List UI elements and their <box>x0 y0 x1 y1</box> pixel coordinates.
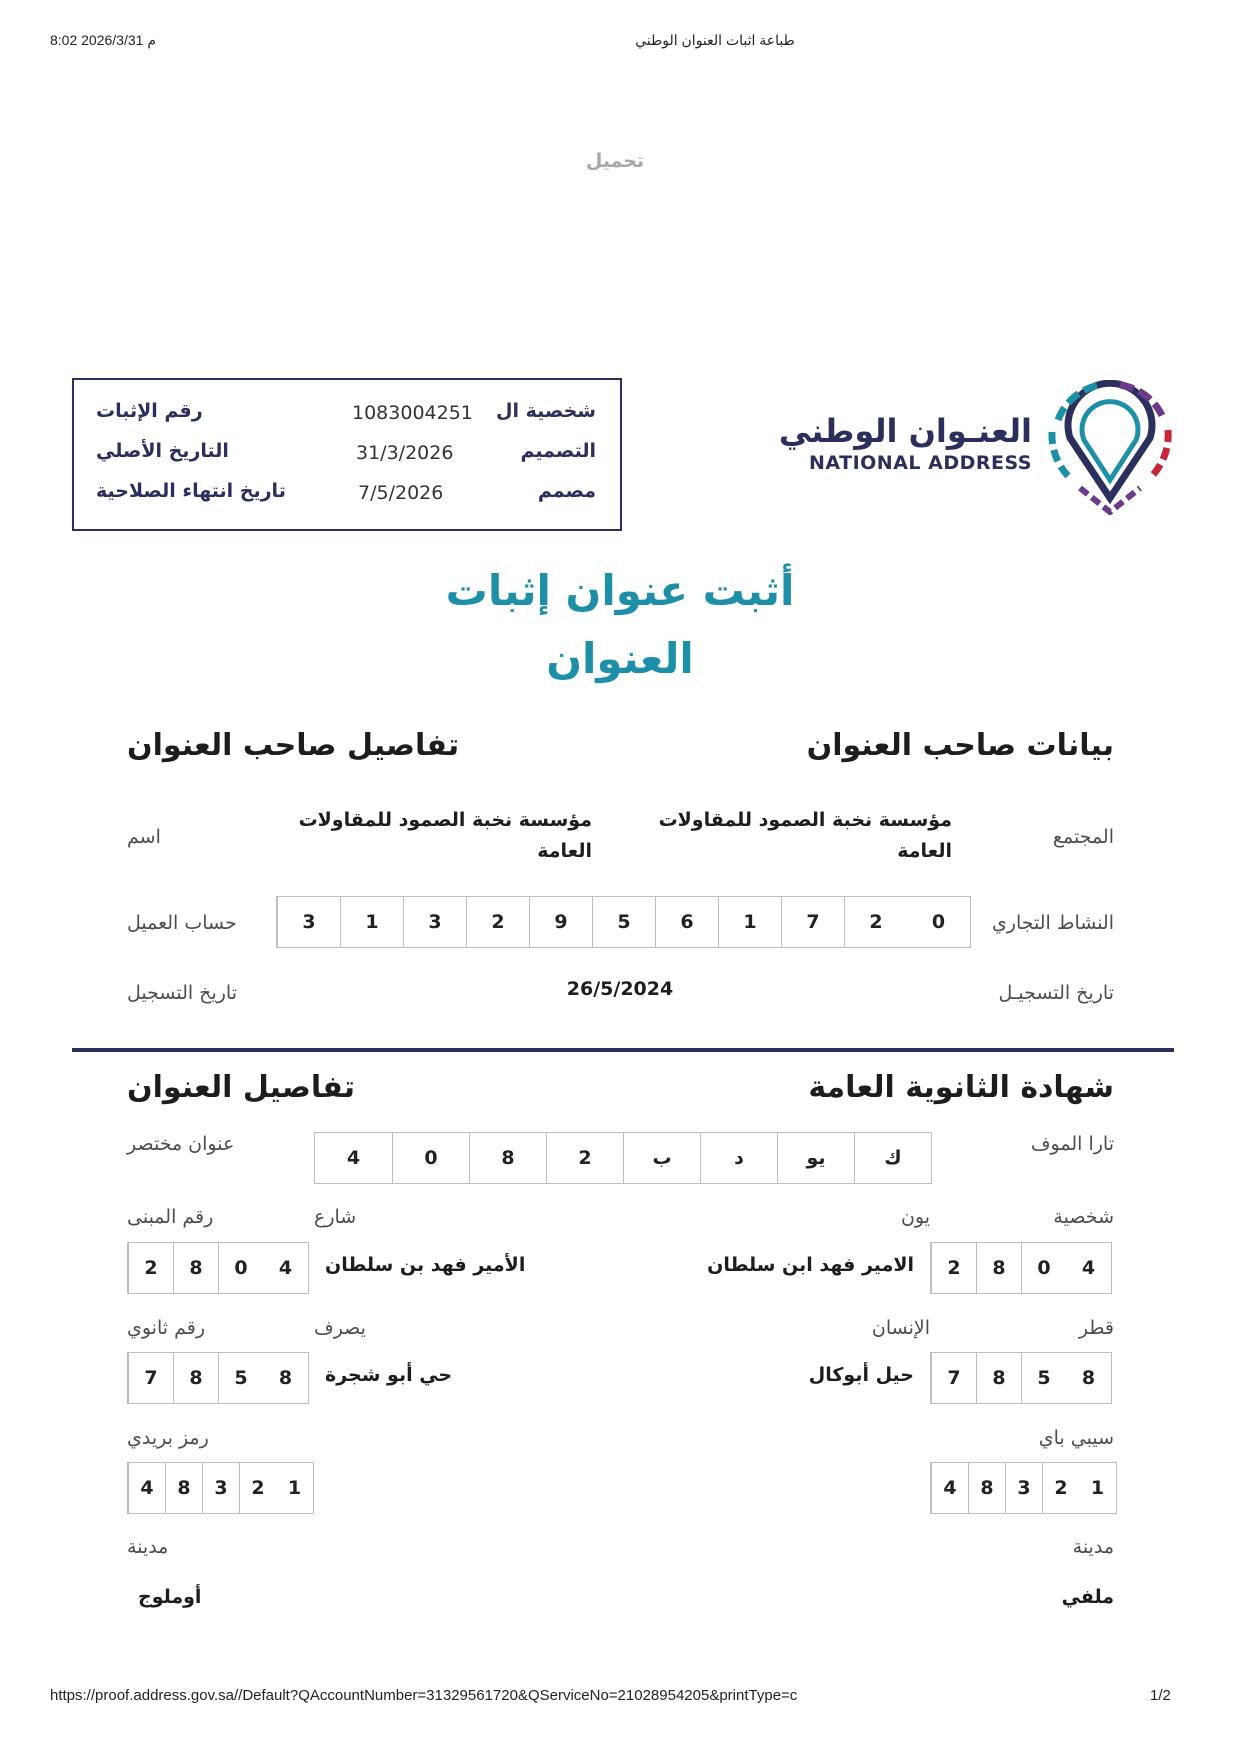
digit-cell: 1 <box>1090 1477 1105 1499</box>
city-value-right: ملفي <box>1061 1586 1114 1608</box>
commercial-activity-label: النشاط التجاري <box>991 912 1114 934</box>
city-value-left: أوملوج <box>138 1586 202 1608</box>
digit-cell: 8 <box>173 1353 218 1403</box>
street-label: شارع <box>314 1206 357 1228</box>
right-postal-digits <box>930 1462 1117 1514</box>
short-address-label: عنوان مختصر <box>127 1133 235 1155</box>
digit-cell: 7 <box>931 1353 976 1403</box>
download-button[interactable]: تحميل <box>585 150 645 172</box>
page-title: أثبت عنوان إثبات <box>445 566 795 615</box>
digit-cell: 8 <box>173 1243 218 1293</box>
digit-cell: 2 <box>931 1243 976 1293</box>
digit-cell: 5 <box>1021 1353 1066 1403</box>
info-label-design: التصميم <box>520 440 596 462</box>
address-right-heading: شهادة الثانوية العامة <box>808 1070 1114 1105</box>
qatar-label: قطر <box>1078 1317 1114 1339</box>
postal-code-digits <box>127 1462 314 1514</box>
print-page-title: طباعة اثبات العنوان الوطني <box>635 32 795 48</box>
logo-english-text: NATIONAL ADDRESS <box>808 452 1032 474</box>
owner-name-value: مؤسسة نخبة الصمود للمقاولات العامة <box>298 809 592 862</box>
digit-cell: 4 <box>931 1463 968 1513</box>
digit-cell: 6 <box>655 897 718 947</box>
digit-cell: 0 <box>218 1243 263 1293</box>
digit-cell: 0 <box>931 911 946 933</box>
owner-name-label: اسم <box>127 826 161 848</box>
city-label-right: مدينة <box>1072 1536 1114 1558</box>
digit-cell: 8 <box>469 1133 546 1183</box>
digit-cell: 5 <box>218 1353 263 1403</box>
building-number-digits <box>127 1242 309 1294</box>
digit-cell: 7 <box>781 897 844 947</box>
digit-cell: 0 <box>1021 1243 1066 1293</box>
national-address-logo-icon <box>1040 380 1180 515</box>
digit-cell: 4 <box>278 1257 293 1279</box>
proof-number-label: رقم الإثبات <box>96 400 203 422</box>
print-datetime: 8:02 2026/3/31 م <box>50 32 156 48</box>
proof-info-box <box>72 378 622 531</box>
street-value: الأمير فهد بن سلطان <box>325 1254 526 1276</box>
digit-cell: 1 <box>287 1477 302 1499</box>
digit-cell: 8 <box>278 1367 293 1389</box>
building-number-label: رقم المبنى <box>127 1206 214 1228</box>
digit-cell: 2 <box>844 897 907 947</box>
original-date-value: 31/3/2026 <box>356 442 454 464</box>
address-details-heading: تفاصيل العنوان <box>127 1070 356 1105</box>
city-label-left: مدينة <box>127 1536 169 1558</box>
registration-date-value: 26/5/2024 <box>566 978 674 1000</box>
digit-cell: 3 <box>277 897 340 947</box>
postal-code-label: رمز بريدي <box>127 1427 209 1449</box>
original-date-label: التاريخ الأصلي <box>96 440 229 462</box>
expiry-date-value: 7/5/2026 <box>358 482 444 504</box>
digit-cell: د <box>700 1133 777 1183</box>
district-value: حي أبو شجرة <box>325 1364 453 1386</box>
digit-cell: 8 <box>976 1353 1021 1403</box>
info-label-designer: مصمم <box>537 480 596 502</box>
digit-cell: يو <box>777 1133 854 1183</box>
footer-page-number: 1/2 <box>1150 1687 1171 1704</box>
digit-cell: 7 <box>128 1353 173 1403</box>
logo-arabic-text: العنـوان الوطني <box>778 412 1032 450</box>
digit-cell: 4 <box>346 1147 361 1169</box>
digit-cell: 8 <box>1081 1367 1096 1389</box>
registration-date-label-left: تاريخ التسجيل <box>127 982 237 1004</box>
owner-details-heading: تفاصيل صاحب العنوان <box>127 728 460 763</box>
owner-data-heading: بيانات صاحب العنوان <box>806 728 1114 763</box>
digit-cell: 8 <box>165 1463 202 1513</box>
digit-cell: 8 <box>976 1243 1021 1293</box>
proof-number-value: 1083004251 <box>352 402 473 424</box>
digit-cell: 3 <box>1005 1463 1042 1513</box>
insan-label: الإنسان <box>871 1317 930 1339</box>
right-secondary-digits <box>930 1352 1112 1404</box>
registration-date-label-right: تاريخ التسجيـل <box>998 982 1114 1004</box>
digit-cell: 0 <box>392 1133 469 1183</box>
short-address-boxes <box>314 1132 932 1184</box>
right-street-value: الامير فهد ابن سلطان <box>707 1254 914 1276</box>
customer-account-boxes <box>276 896 971 948</box>
community-value: مؤسسة نخبة الصمود للمقاولات العامة <box>658 809 952 862</box>
digit-cell: 4 <box>1081 1257 1096 1279</box>
footer-url: https://proof.address.gov.sa//Default?QAccountNumber=31329561720&QServiceNo=21028954205&printType=c <box>50 1687 798 1704</box>
digit-cell: 9 <box>529 897 592 947</box>
digit-cell: 3 <box>202 1463 239 1513</box>
digit-cell: 2 <box>546 1133 623 1183</box>
section-divider <box>72 1048 1174 1052</box>
sibby-label: سيبي باي <box>1038 1427 1114 1449</box>
info-label-personal: شخصية ال <box>496 400 596 422</box>
personal-label: شخصية <box>1053 1206 1114 1228</box>
digit-cell: ك <box>854 1133 931 1183</box>
page-subtitle: العنوان <box>546 634 694 683</box>
community-label: المجتمع <box>1052 826 1114 848</box>
secondary-number-digits <box>127 1352 309 1404</box>
right-building-digits <box>930 1242 1112 1294</box>
digit-cell: 2 <box>1042 1463 1079 1513</box>
right-district-value: حيل أبوكال <box>808 1364 914 1386</box>
digit-cell: 8 <box>968 1463 1005 1513</box>
digit-cell: 2 <box>239 1463 276 1513</box>
digit-cell: 2 <box>466 897 529 947</box>
customer-account-label: حساب العميل <box>127 912 237 934</box>
yasrif-label: يصرف <box>314 1317 366 1339</box>
yoon-label: يون <box>900 1206 930 1228</box>
digit-cell: 5 <box>592 897 655 947</box>
digit-cell: 2 <box>128 1243 173 1293</box>
secondary-number-label: رقم ثانوي <box>127 1317 205 1339</box>
digit-cell: 1 <box>718 897 781 947</box>
digit-cell: ب <box>623 1133 700 1183</box>
tara-label: تارا الموف <box>1030 1133 1114 1155</box>
digit-cell: 4 <box>128 1463 165 1513</box>
digit-cell: 1 <box>340 897 403 947</box>
expiry-date-label: تاريخ انتهاء الصلاحية <box>96 480 286 502</box>
digit-cell: 3 <box>403 897 466 947</box>
